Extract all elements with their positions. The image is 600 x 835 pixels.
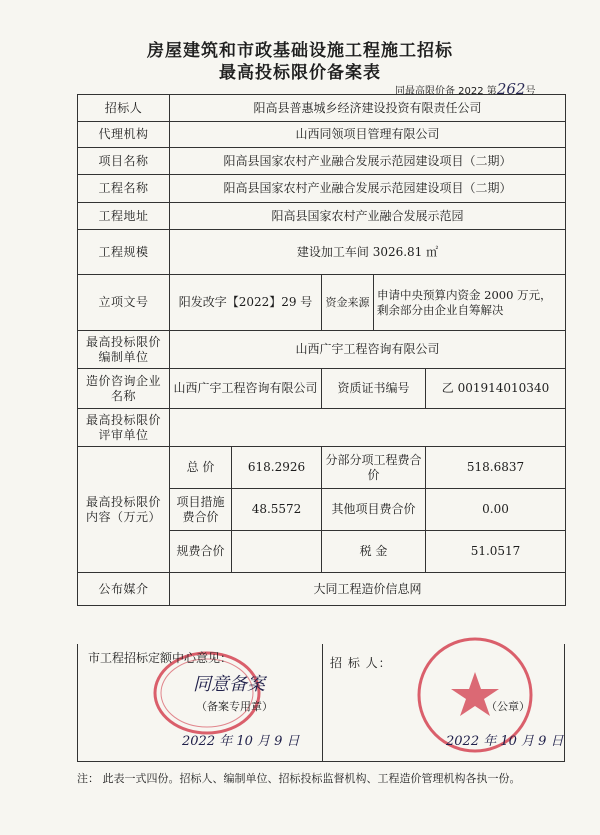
value-approval: 阳发改字【2022】29 号 [170, 275, 322, 331]
value-fund-source: 申请中央预算内资金 2000 万元，剩余部分由企业自筹解决 [374, 275, 566, 331]
tenderee-sign-date: 2022 年 10 月 9 日 [446, 734, 564, 749]
row-engineering-name [78, 175, 566, 203]
value-other: 0.00 [426, 489, 566, 531]
label-review: 最高投标限价评审单位 [78, 409, 170, 447]
row-approval [78, 275, 566, 331]
label-tax: 税 金 [322, 531, 426, 573]
approval-handwriting: 同意备案 [193, 674, 265, 695]
value-compiler: 山西广宇工程咨询有限公司 [170, 331, 566, 369]
row-project-name [78, 148, 566, 175]
label-compiler: 最高投标限价编制单位 [78, 331, 170, 369]
form-title-line1: 房屋建筑和市政基础设施工程施工招标 [147, 41, 453, 61]
value-sub-item: 518.6837 [426, 447, 566, 489]
form-title-line2: 最高投标限价备案表 [219, 63, 381, 83]
label-tenderee: 招标人 [78, 95, 170, 122]
row-consultant [78, 369, 566, 409]
row-media [78, 573, 566, 606]
value-engineering-name: 阳高县国家农村产业融合发展示范园建设项目（二期） [170, 175, 566, 203]
label-address: 工程地址 [78, 203, 170, 230]
label-sub-item: 分部分项工程费合价 [322, 447, 426, 489]
label-fund-source: 资金来源 [322, 275, 374, 331]
row-scale [78, 230, 566, 275]
row-address [78, 203, 566, 230]
row-content-1 [78, 447, 566, 489]
tenderee-sign-label: 招 标 人： [330, 656, 392, 670]
label-engineering-name: 工程名称 [78, 175, 170, 203]
label-consultant: 造价咨询企业名称 [78, 369, 170, 409]
filing-table [77, 94, 566, 606]
label-scale: 工程规模 [78, 230, 170, 275]
label-fee: 规费合价 [170, 531, 232, 573]
row-agency [78, 122, 566, 148]
row-tenderee [78, 95, 566, 122]
value-total: 618.2926 [232, 447, 322, 489]
value-project-name: 阳高县国家农村产业融合发展示范园建设项目（二期） [170, 148, 566, 175]
value-media: 大同工程造价信息网 [170, 573, 566, 606]
record-seal-note: （备案专用章） [196, 700, 273, 713]
center-opinion-label: 市工程招标定额中心意见： [88, 651, 233, 665]
record-number-prefix: 同最高限价备 2022 第 [395, 86, 497, 97]
value-scale: 建设加工车间 3026.81 ㎡ [170, 230, 566, 275]
value-fee [232, 531, 322, 573]
value-address: 阳高县国家农村产业融合发展示范园 [170, 203, 566, 230]
center-sign-date: 2022 年 10 月 9 日 [182, 734, 300, 749]
value-tenderee: 阳高县普惠城乡经济建设投资有限责任公司 [170, 95, 566, 122]
company-seal-note: （公章） [486, 700, 530, 713]
value-tax: 51.0517 [426, 531, 566, 573]
label-content: 最高投标限价内容（万元） [78, 447, 170, 573]
label-approval: 立项文号 [78, 275, 170, 331]
label-total: 总 价 [170, 447, 232, 489]
record-number-suffix: 号 [525, 86, 536, 97]
label-cert: 资质证书编号 [322, 369, 426, 409]
label-project-name: 项目名称 [78, 148, 170, 175]
label-measure: 项目措施费合价 [170, 489, 232, 531]
label-media: 公布媒介 [78, 573, 170, 606]
value-measure: 48.5572 [232, 489, 322, 531]
value-review [170, 409, 566, 447]
value-cert: 乙 001914010340 [426, 369, 566, 409]
label-agency: 代理机构 [78, 122, 170, 148]
value-consultant: 山西广宇工程咨询有限公司 [170, 369, 322, 409]
record-number-value: 262 [496, 80, 526, 98]
row-compiler [78, 331, 566, 369]
signature-area [77, 644, 565, 762]
row-review [78, 409, 566, 447]
footnote: 注： 此表一式四份。招标人、编制单位、招标投标监督机构、工程造价管理机构各执一份。 [77, 772, 521, 785]
label-other: 其他项目费合价 [322, 489, 426, 531]
value-agency: 山西同领项目管理有限公司 [170, 122, 566, 148]
signature-divider [322, 644, 323, 761]
